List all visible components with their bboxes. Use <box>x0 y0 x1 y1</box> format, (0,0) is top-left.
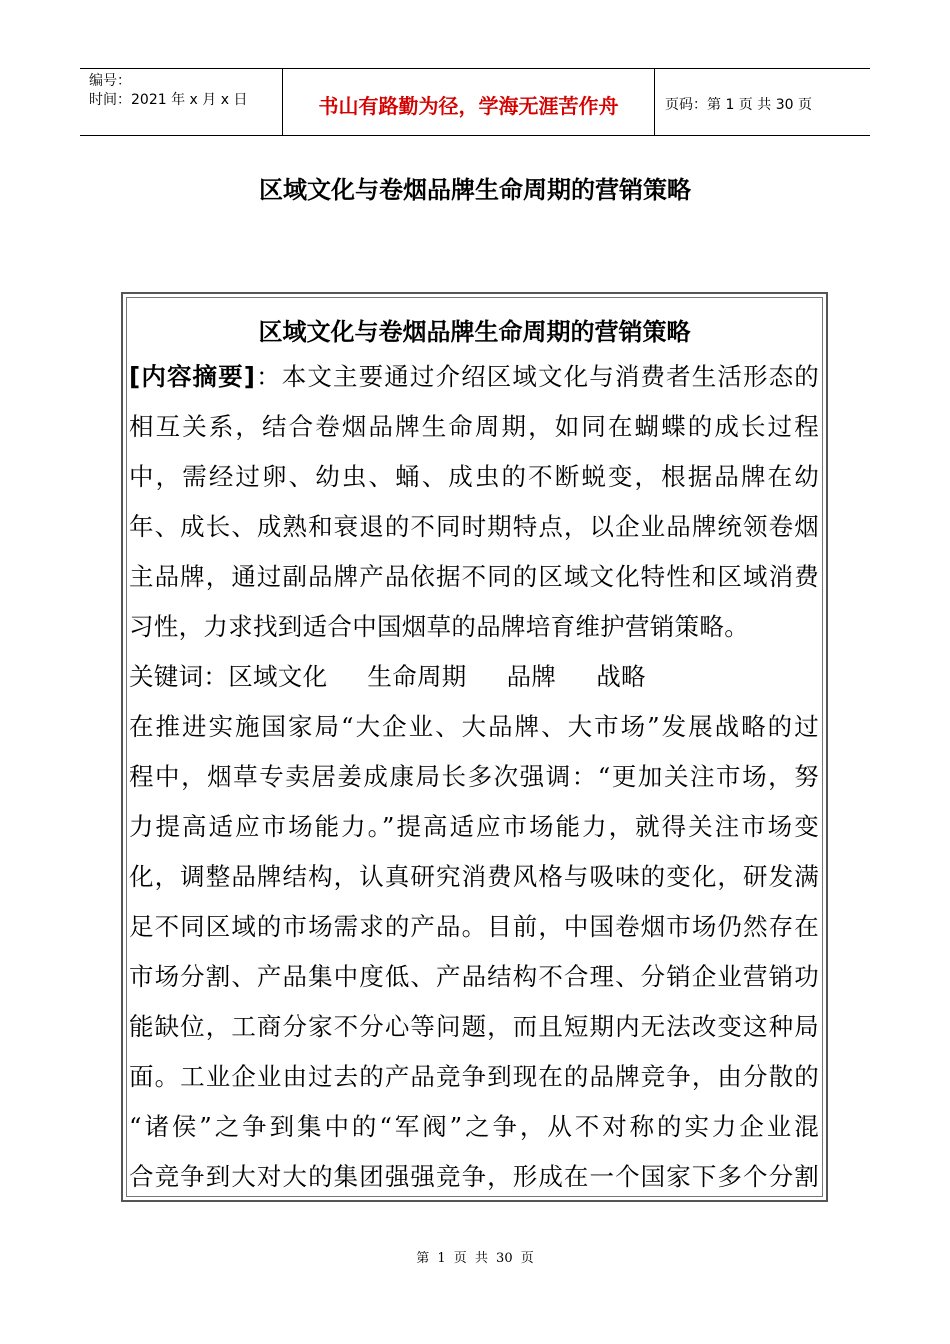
body-line: 程中，烟草专卖居姜成康局长多次强调：“更加关注市场，努 <box>129 762 819 791</box>
keyword: 品牌 <box>506 662 557 691</box>
content-text <box>129 352 819 1202</box>
header-page-info: 页码：第 1 页 共 30 页 <box>665 97 812 113</box>
abstract-label: [内容摘要] <box>129 362 256 391</box>
header-slogan: 书山有路勤为径，学海无涯苦作舟 <box>283 69 655 135</box>
page-footer: 第 1 页 共 30 页 <box>416 1251 534 1266</box>
keywords-line <box>129 652 819 702</box>
abstract-line: 中，需经过卵、幼虫、蛹、成虫的不断蜕变，根据品牌在幼 <box>129 462 819 491</box>
body-line: “诸侯”之争到集中的“军阀”之争，从不对称的实力企业混 <box>129 1112 819 1141</box>
keyword: 战略 <box>596 662 646 691</box>
body-line: 合竞争到大对大的集团强强竞争，形成在一个国家下多个分割 <box>129 1162 819 1191</box>
document-number-label: 编号： <box>89 73 131 89</box>
abstract-line: 年、成长、成熟和衰退的不同时期特点，以企业品牌统领卷烟 <box>129 512 819 541</box>
body-line: 足不同区域的市场需求的产品。目前，中国卷烟市场仍然存在 <box>129 912 819 941</box>
page-header <box>80 68 870 136</box>
abstract-line: 相互关系，结合卷烟品牌生命周期，如同在蝴蝶的成长过程 <box>129 412 819 441</box>
abstract-line: 主品牌，通过副品牌产品依据不同的区域文化特性和区域消费 <box>129 562 819 591</box>
abstract-first-line <box>129 352 819 402</box>
abstract-first-text: ：本文主要通过介绍区域文化与消费者生活形态的 <box>255 362 819 391</box>
keywords-label: 关键词： <box>129 662 229 691</box>
body-line: 力提高适应市场能力。”提高适应市场能力，就得关注市场变 <box>129 812 819 841</box>
content-box-title: 区域文化与卷烟品牌生命周期的营销策略 <box>258 318 691 346</box>
body-line: 在推进实施国家局“大企业、大品牌、大市场”发展战略的过 <box>129 712 819 741</box>
keyword: 生命周期 <box>367 662 467 691</box>
body-line: 面。工业企业由过去的产品竞争到现在的品牌竞争，由分散的 <box>129 1062 819 1091</box>
content-box <box>121 292 828 1202</box>
header-meta <box>80 69 283 135</box>
keyword: 区域文化 <box>228 662 328 691</box>
document-time-label: 时间：2021 年 x 月 x 日 <box>89 92 248 108</box>
body-line: 市场分割、产品集中度低、产品结构不合理、分销企业营销功 <box>129 962 819 991</box>
body-line: 能缺位，工商分家不分心等问题，而且短期内无法改变这种局 <box>129 1012 819 1041</box>
document-title: 区域文化与卷烟品牌生命周期的营销策略 <box>259 176 691 204</box>
abstract-line: 习性，力求找到适合中国烟草的品牌培育维护营销策略。 <box>129 612 749 641</box>
body-line: 化，调整品牌结构，认真研究消费风格与吸味的变化，研发满 <box>129 862 819 891</box>
